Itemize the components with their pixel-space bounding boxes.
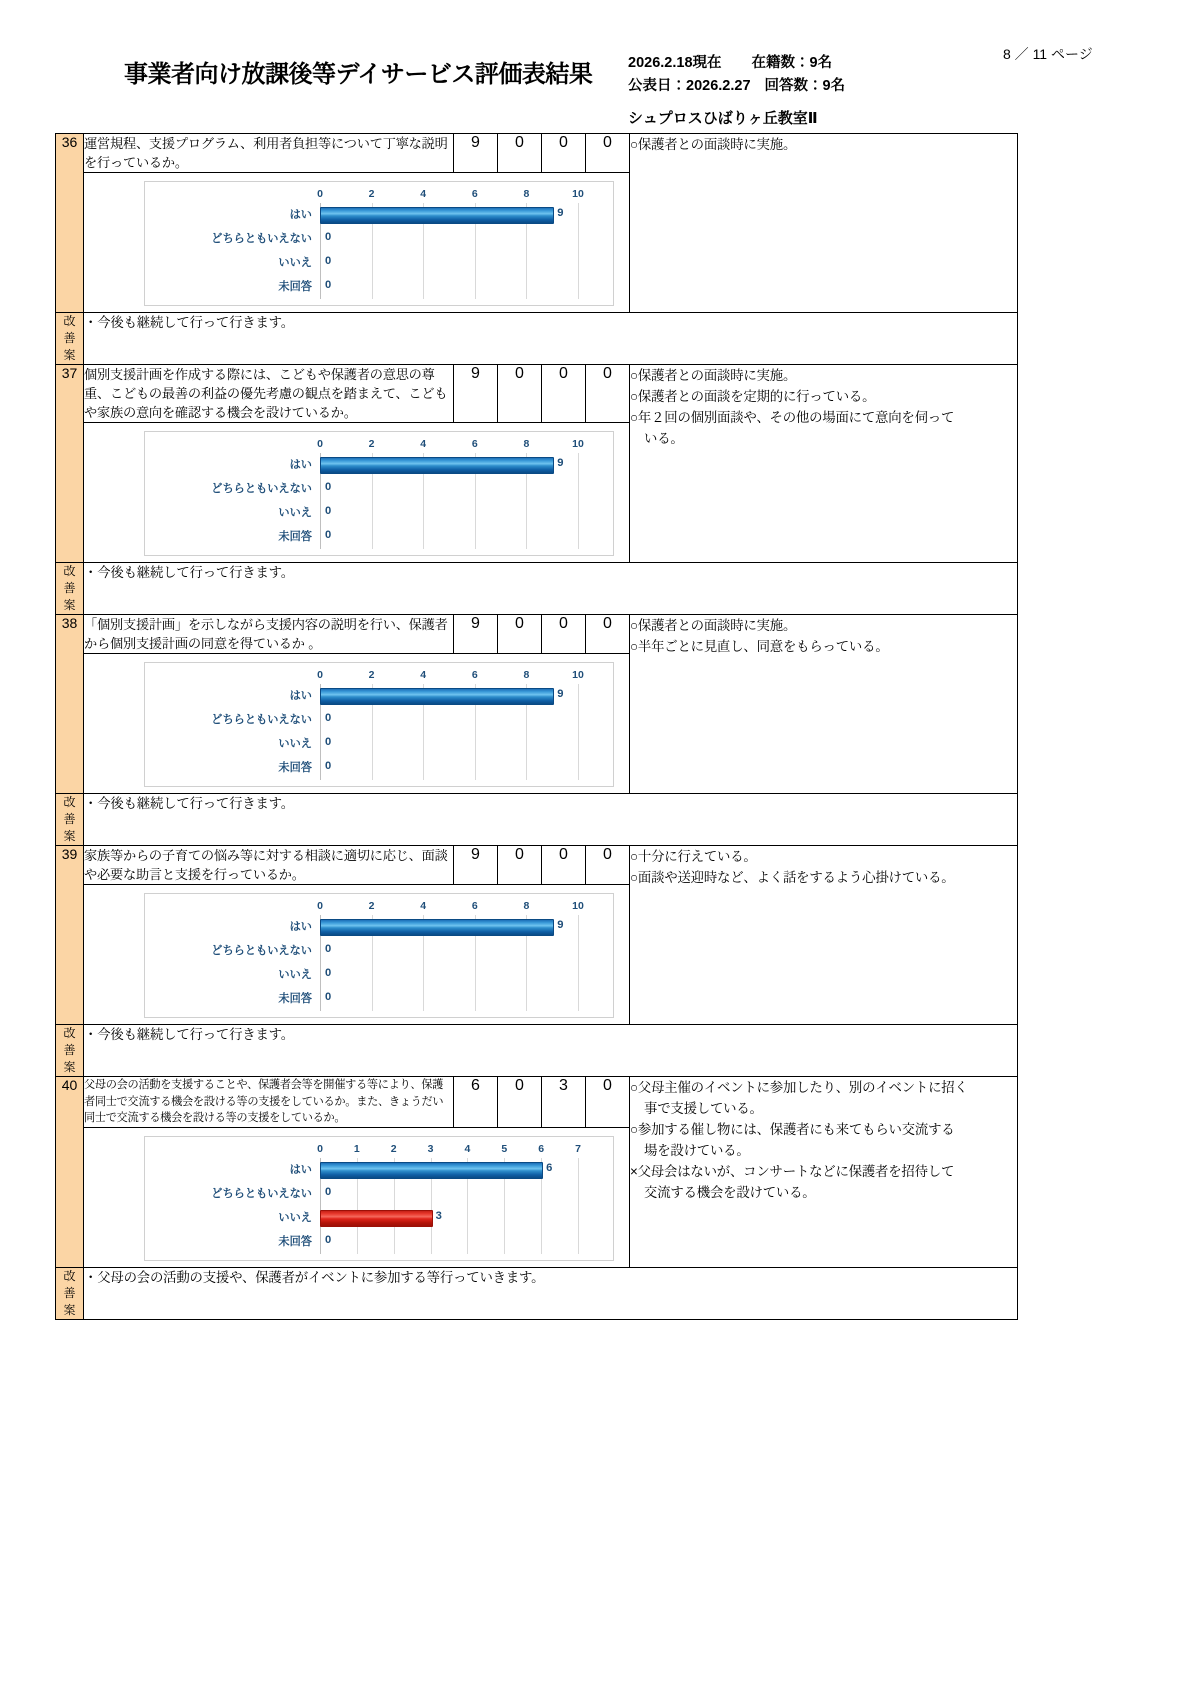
answer-count-cell: 0 bbox=[586, 846, 630, 885]
chart-category-label: どちらともいえない bbox=[211, 714, 312, 726]
chart-x-axis bbox=[145, 667, 613, 684]
meta-answer-count: 回答数：9名 bbox=[764, 78, 846, 94]
improvement-label bbox=[56, 794, 84, 846]
x-axis-tick-label: 7 bbox=[575, 1142, 581, 1155]
x-axis-tick-label: 8 bbox=[523, 900, 530, 912]
header-meta bbox=[628, 52, 845, 98]
x-axis-tick-label: 5 bbox=[501, 1142, 508, 1155]
question-text: 「個別支援計画」を示しながら支援内容の説明を行い、保護者から個別支援計画の同意を得ているか 。 bbox=[84, 615, 454, 654]
x-axis-tick-label: 10 bbox=[572, 188, 584, 200]
chart-bar-row bbox=[145, 275, 613, 299]
chart-data-label: 0 bbox=[325, 481, 332, 493]
chart-cell bbox=[84, 1127, 630, 1267]
x-axis-tick-label: 0 bbox=[317, 1142, 323, 1155]
comment-cell bbox=[630, 615, 1018, 794]
improvement-label bbox=[56, 313, 84, 365]
comment-line: ○参加する催し物には、保護者にも来てもらい交流する bbox=[630, 1122, 955, 1137]
chart-data-label: 0 bbox=[325, 1233, 332, 1246]
chart-data-label: 0 bbox=[325, 712, 332, 724]
improvement-label-char: 案 bbox=[63, 1302, 76, 1317]
chart-category-label: どちらともいえない bbox=[211, 1187, 312, 1200]
chart-category-label: いいえ bbox=[278, 257, 312, 269]
x-axis-tick-label: 6 bbox=[471, 188, 478, 200]
chart-bar-row bbox=[145, 939, 613, 963]
answer-count-cell: 3 bbox=[542, 1077, 586, 1128]
evaluation-table-body bbox=[56, 134, 1018, 1320]
improvement-label bbox=[56, 563, 84, 615]
chart-category-label: 未回答 bbox=[278, 531, 312, 543]
chart-bar bbox=[320, 1162, 543, 1179]
chart-bar-row bbox=[145, 684, 613, 708]
chart-cell bbox=[84, 423, 630, 563]
chart-bar-row bbox=[145, 1182, 613, 1206]
chart-category-label: はい bbox=[289, 1163, 312, 1176]
x-axis-tick-label: 0 bbox=[317, 900, 323, 912]
chart-cell bbox=[84, 654, 630, 794]
school-name: シュプロスひばりヶ丘教室Ⅱ bbox=[628, 110, 818, 127]
chart-x-axis bbox=[145, 186, 613, 203]
x-axis-tick-label: 6 bbox=[471, 438, 478, 450]
question-row bbox=[56, 134, 1018, 173]
chart-data-label: 0 bbox=[325, 991, 332, 1003]
question-number: 40 bbox=[56, 1077, 84, 1268]
page-title: 事業者向け放課後等デイサービス評価表結果 bbox=[124, 61, 593, 88]
question-number: 37 bbox=[56, 365, 84, 563]
answer-count-cell: 0 bbox=[586, 1077, 630, 1128]
x-axis-tick-label: 4 bbox=[420, 188, 427, 200]
answer-count-cell: 0 bbox=[542, 134, 586, 173]
comment-line: ○保護者との面談を定期的に行っている。 bbox=[630, 389, 876, 404]
chart-bar-row bbox=[145, 915, 613, 939]
answer-count-cell: 0 bbox=[542, 846, 586, 885]
chart-category-label: 未回答 bbox=[278, 1235, 312, 1248]
answer-count-cell: 9 bbox=[454, 134, 498, 173]
answer-count-cell: 0 bbox=[542, 615, 586, 654]
comment-line: ○保護者との面談時に実施。 bbox=[630, 368, 797, 383]
chart-data-label: 6 bbox=[546, 1161, 553, 1174]
x-axis-tick-label: 6 bbox=[471, 669, 478, 681]
chart-data-label: 9 bbox=[557, 457, 564, 469]
x-axis-tick-label: 8 bbox=[523, 438, 530, 450]
chart-category-label: 未回答 bbox=[278, 993, 312, 1005]
x-axis-tick-label: 1 bbox=[353, 1142, 360, 1155]
chart-data-label: 0 bbox=[325, 231, 332, 243]
answer-count-cell: 9 bbox=[454, 615, 498, 654]
chart-bar-row bbox=[145, 708, 613, 732]
chart-category-label: どちらともいえない bbox=[211, 483, 312, 495]
answer-count-cell: 0 bbox=[498, 615, 542, 654]
chart-bar-row bbox=[145, 227, 613, 251]
chart-bar-row bbox=[145, 1230, 613, 1254]
chart-bar-row bbox=[145, 477, 613, 501]
question-text: 運営規程、支援プログラム、利用者負担等について丁寧な説明を行っているか。 bbox=[84, 134, 454, 173]
improvement-label-char: 善 bbox=[63, 812, 76, 826]
bar-chart bbox=[144, 181, 614, 306]
improvement-label-char: 改 bbox=[63, 314, 76, 328]
meta-date: 2026.2.18現在 bbox=[628, 55, 722, 71]
improvement-label-char: 案 bbox=[63, 1060, 76, 1074]
question-text: 家族等からの子育ての悩み等に対する相談に適切に応じ、面談や必要な助言と支援を行っているか。 bbox=[84, 846, 454, 885]
chart-category-label: いいえ bbox=[278, 969, 312, 981]
page-number: 8 ／ 11 ページ bbox=[1003, 46, 1093, 62]
improvement-label-char: 善 bbox=[63, 581, 76, 595]
chart-data-label: 0 bbox=[325, 736, 332, 748]
x-axis-tick-label: 10 bbox=[572, 900, 584, 912]
x-axis-tick-label: 0 bbox=[317, 188, 323, 200]
chart-category-label: はい bbox=[289, 209, 312, 221]
chart-data-label: 9 bbox=[557, 688, 564, 700]
chart-data-label: 9 bbox=[557, 207, 564, 219]
chart-data-label: 0 bbox=[325, 255, 332, 267]
chart-data-label: 0 bbox=[325, 279, 332, 291]
x-axis-tick-label: 4 bbox=[420, 900, 427, 912]
chart-bar bbox=[320, 1210, 433, 1227]
chart-x-axis bbox=[145, 898, 613, 915]
improvement-label bbox=[56, 1025, 84, 1077]
chart-data-label: 0 bbox=[325, 529, 332, 541]
question-row bbox=[56, 846, 1018, 885]
x-axis-tick-label: 4 bbox=[420, 669, 427, 681]
improvement-text: ・今後も継続して行って行きます。 bbox=[84, 313, 1018, 365]
x-axis-tick-label: 8 bbox=[523, 188, 530, 200]
x-axis-tick-label: 4 bbox=[420, 438, 427, 450]
chart-bar-row bbox=[145, 963, 613, 987]
comment-line: ○保護者との面談時に実施。 bbox=[630, 618, 797, 633]
chart-data-label: 0 bbox=[325, 943, 332, 955]
improvement-row bbox=[56, 313, 1018, 365]
improvement-label-char: 善 bbox=[63, 1043, 76, 1057]
answer-count-cell: 9 bbox=[454, 846, 498, 885]
chart-bar-row bbox=[145, 756, 613, 780]
improvement-row bbox=[56, 794, 1018, 846]
chart-bar bbox=[320, 457, 554, 474]
comment-line: ○父母主催のイベントに参加したり、別のイベントに招く bbox=[630, 1080, 968, 1095]
comment-line: いる。 bbox=[644, 431, 684, 446]
comment-line: ○年２回の個別面談や、その他の場面にて意向を伺って bbox=[630, 410, 955, 425]
chart-data-label: 9 bbox=[557, 919, 564, 931]
x-axis-tick-label: 10 bbox=[572, 438, 584, 450]
answer-count-cell: 6 bbox=[454, 1077, 498, 1128]
chart-category-label: どちらともいえない bbox=[211, 945, 312, 957]
bar-chart bbox=[144, 893, 614, 1018]
improvement-text: ・父母の会の活動の支援や、保護者がイベントに参加する等行っていきます。 bbox=[84, 1267, 1018, 1319]
chart-plot-area bbox=[145, 915, 613, 1011]
chart-bar-row bbox=[145, 1158, 613, 1182]
chart-category-label: はい bbox=[289, 459, 312, 471]
question-row bbox=[56, 615, 1018, 654]
chart-plot-area bbox=[145, 684, 613, 780]
answer-count-cell: 0 bbox=[586, 615, 630, 654]
improvement-label-char: 改 bbox=[63, 1026, 76, 1040]
chart-category-label: いいえ bbox=[278, 1211, 312, 1224]
comment-line: 事で支援している。 bbox=[644, 1101, 763, 1116]
improvement-label-char: 改 bbox=[63, 564, 76, 578]
chart-cell bbox=[84, 885, 630, 1025]
chart-category-label: どちらともいえない bbox=[211, 233, 312, 245]
chart-category-label: はい bbox=[289, 921, 312, 933]
x-axis-tick-label: 2 bbox=[368, 669, 375, 681]
question-text: 個別支援計画を作成する際には、こどもや保護者の意思の尊重、こどもの最善の利益の優先考慮の観点を踏まえて、こどもや家族の意向を確認する機会を設けているか。 bbox=[84, 365, 454, 423]
x-axis-tick-label: 10 bbox=[572, 669, 584, 681]
x-axis-tick-label: 8 bbox=[523, 669, 530, 681]
chart-category-label: いいえ bbox=[278, 507, 312, 519]
chart-x-axis bbox=[145, 436, 613, 453]
comment-line: ○十分に行えている。 bbox=[630, 849, 757, 864]
x-axis-tick-label: 2 bbox=[368, 900, 375, 912]
chart-bar bbox=[320, 688, 554, 705]
chart-bar-row bbox=[145, 987, 613, 1011]
improvement-row bbox=[56, 1025, 1018, 1077]
chart-bar-row bbox=[145, 251, 613, 275]
improvement-label-char: 改 bbox=[63, 795, 76, 809]
improvement-label-char: 案 bbox=[63, 598, 76, 612]
improvement-label-char: 改 bbox=[63, 1268, 76, 1283]
bar-chart bbox=[144, 431, 614, 556]
x-axis-tick-label: 3 bbox=[427, 1142, 434, 1155]
chart-bar-row bbox=[145, 1206, 613, 1230]
comment-cell bbox=[630, 134, 1018, 313]
x-axis-tick-label: 0 bbox=[317, 438, 323, 450]
answer-count-cell: 0 bbox=[498, 134, 542, 173]
x-axis-tick-label: 6 bbox=[538, 1142, 545, 1155]
improvement-label bbox=[56, 1267, 84, 1319]
improvement-text: ・今後も継続して行って行きます。 bbox=[84, 1025, 1018, 1077]
comment-cell bbox=[630, 365, 1018, 563]
chart-plot-area bbox=[145, 453, 613, 549]
chart-plot-area bbox=[145, 203, 613, 299]
answer-count-cell: 0 bbox=[586, 365, 630, 423]
answer-count-cell: 0 bbox=[586, 134, 630, 173]
question-number: 39 bbox=[56, 846, 84, 1025]
comment-line: 場を設けている。 bbox=[644, 1143, 750, 1158]
chart-category-label: 未回答 bbox=[278, 762, 312, 774]
comment-line: ○面談や送迎時など、よく話をするよう心掛けている。 bbox=[630, 870, 955, 885]
question-row bbox=[56, 365, 1018, 423]
question-row bbox=[56, 1077, 1018, 1128]
question-number: 36 bbox=[56, 134, 84, 313]
chart-bar-row bbox=[145, 453, 613, 477]
page-header bbox=[0, 0, 1200, 130]
x-axis-tick-label: 2 bbox=[368, 188, 375, 200]
x-axis-tick-label: 2 bbox=[368, 438, 375, 450]
chart-bar-row bbox=[145, 732, 613, 756]
question-text: 父母の会の活動を支援することや、保護者会等を開催する等により、保護者同士で交流する機会を設ける等の支援をしているか。また、きょうだい同士で交流する機会を設ける等の支援をしているか。 bbox=[84, 1077, 454, 1128]
chart-category-label: はい bbox=[289, 690, 312, 702]
evaluation-table bbox=[55, 133, 1018, 1320]
comment-line: ○半年ごとに見直し、同意をもらっている。 bbox=[630, 639, 889, 654]
answer-count-cell: 0 bbox=[498, 365, 542, 423]
meta-publish-date: 公表日：2026.2.27 bbox=[628, 78, 751, 94]
chart-x-axis bbox=[145, 1141, 613, 1158]
chart-bar bbox=[320, 919, 554, 936]
chart-data-label: 3 bbox=[435, 1209, 442, 1222]
improvement-text: ・今後も継続して行って行きます。 bbox=[84, 563, 1018, 615]
bar-chart bbox=[144, 662, 614, 787]
answer-count-cell: 0 bbox=[542, 365, 586, 423]
comment-cell bbox=[630, 1077, 1018, 1268]
improvement-label-char: 善 bbox=[63, 331, 76, 345]
comment-cell bbox=[630, 846, 1018, 1025]
chart-bar-row bbox=[145, 525, 613, 549]
question-number: 38 bbox=[56, 615, 84, 794]
chart-bar-row bbox=[145, 501, 613, 525]
chart-data-label: 0 bbox=[325, 1185, 332, 1198]
chart-plot-area bbox=[145, 1158, 613, 1254]
improvement-row bbox=[56, 563, 1018, 615]
answer-count-cell: 9 bbox=[454, 365, 498, 423]
chart-bar-row bbox=[145, 203, 613, 227]
chart-cell bbox=[84, 173, 630, 313]
improvement-row bbox=[56, 1267, 1018, 1319]
comment-line: 交流する機会を設けている。 bbox=[644, 1185, 816, 1200]
x-axis-tick-label: 6 bbox=[471, 900, 478, 912]
comment-line: ×父母会はないが、コンサートなどに保護者を招待して bbox=[630, 1164, 955, 1179]
x-axis-tick-label: 4 bbox=[464, 1142, 471, 1155]
chart-data-label: 0 bbox=[325, 967, 332, 979]
chart-category-label: いいえ bbox=[278, 738, 312, 750]
meta-enrolled: 在籍数：9名 bbox=[751, 55, 833, 71]
improvement-label-char: 案 bbox=[63, 829, 76, 843]
chart-data-label: 0 bbox=[325, 760, 332, 772]
improvement-text: ・今後も継続して行って行きます。 bbox=[84, 794, 1018, 846]
chart-bar bbox=[320, 207, 554, 224]
improvement-label-char: 案 bbox=[63, 348, 76, 362]
x-axis-tick-label: 0 bbox=[317, 669, 323, 681]
improvement-label-char: 善 bbox=[63, 1285, 76, 1300]
answer-count-cell: 0 bbox=[498, 846, 542, 885]
bar-chart bbox=[144, 1136, 614, 1261]
chart-data-label: 0 bbox=[325, 505, 332, 517]
comment-line: ○保護者との面談時に実施。 bbox=[630, 137, 797, 152]
chart-category-label: 未回答 bbox=[278, 281, 312, 293]
x-axis-tick-label: 2 bbox=[390, 1142, 397, 1155]
answer-count-cell: 0 bbox=[498, 1077, 542, 1128]
